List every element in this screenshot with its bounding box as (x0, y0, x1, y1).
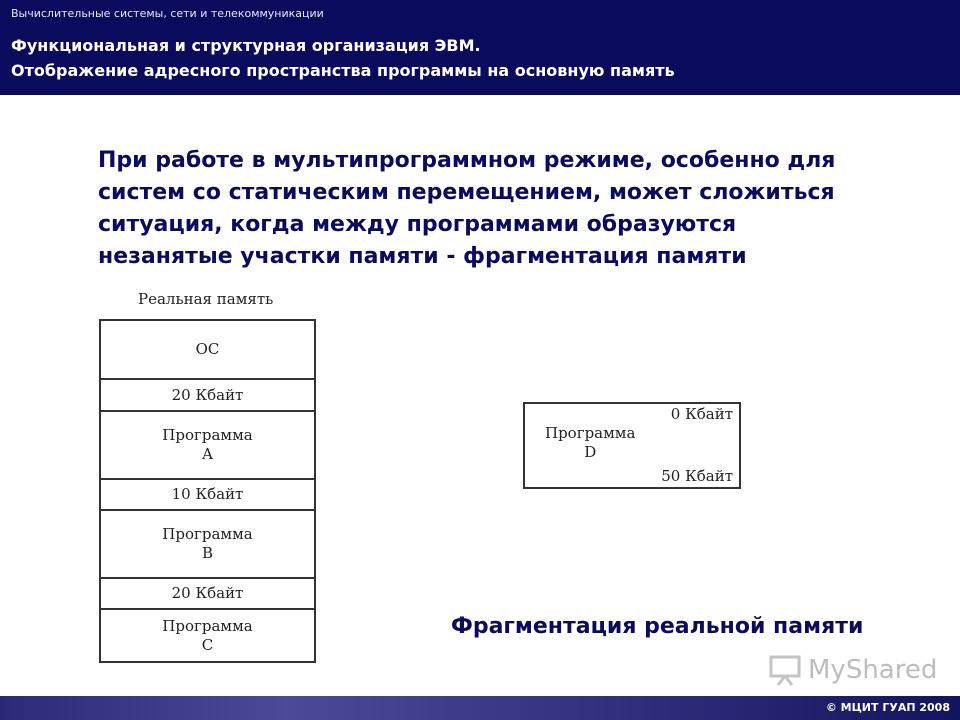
presentation-icon (768, 654, 802, 686)
segment-program-b (101, 509, 314, 577)
program-d-label (545, 424, 635, 462)
segment-free-label: 20 Кбайт (171, 584, 244, 602)
program-c-label: Программа (162, 616, 253, 635)
watermark-text: MyShared (808, 655, 938, 685)
segment-free-label: 10 Кбайт (171, 485, 244, 503)
program-d-box (523, 402, 741, 489)
segment-program-a (101, 410, 314, 478)
course-subtitle: Вычислительные системы, сети и телекоммуникации (11, 7, 324, 20)
slide-title-line1: Функциональная и структурная организация ЭВМ. (11, 36, 481, 55)
segment-free-label: 20 Кбайт (171, 385, 244, 404)
main-paragraph (98, 145, 918, 273)
program-a-label: Программа (162, 426, 253, 444)
program-b-letter: В (201, 544, 214, 562)
program-d-name: Программа (545, 424, 636, 442)
main-text-line3: ситуация, когда между программами образуются (98, 212, 737, 237)
program-d-start-address: 0 Кбайт (670, 405, 733, 423)
figure-caption: Фрагментация реальной памяти (451, 614, 864, 639)
program-d-end-address: 50 Кбайт (661, 467, 733, 485)
real-memory-diagram (99, 319, 316, 663)
real-memory-label: Реальная память (138, 290, 274, 308)
header-bar (0, 0, 960, 95)
segment-program-c (101, 608, 314, 661)
program-c-letter: С (201, 635, 214, 654)
slide-title (11, 33, 675, 83)
segment-free-10kb (101, 478, 314, 509)
segment-os (101, 321, 314, 378)
segment-free-20kb-1 (101, 378, 314, 410)
segment-free-20kb-2 (101, 577, 314, 608)
slide-title-line2: Отображение адресного пространства программы на основную память (11, 61, 675, 80)
main-text-line4: незанятые участки памяти - фрагментация памяти (98, 244, 747, 269)
footer-bar (0, 696, 960, 720)
main-text-line2: систем со статическим перемещением, может сложиться (98, 180, 835, 205)
program-a-letter: А (201, 445, 214, 463)
segment-os-label: ОС (195, 340, 220, 358)
copyright-text: © МЦИТ ГУАП 2008 (825, 701, 950, 714)
watermark (768, 654, 937, 686)
main-text-line1: При работе в мультипрограммном режиме, особенно для (98, 148, 836, 173)
program-b-label: Программа (162, 525, 253, 543)
program-d-letter: D (584, 443, 597, 461)
